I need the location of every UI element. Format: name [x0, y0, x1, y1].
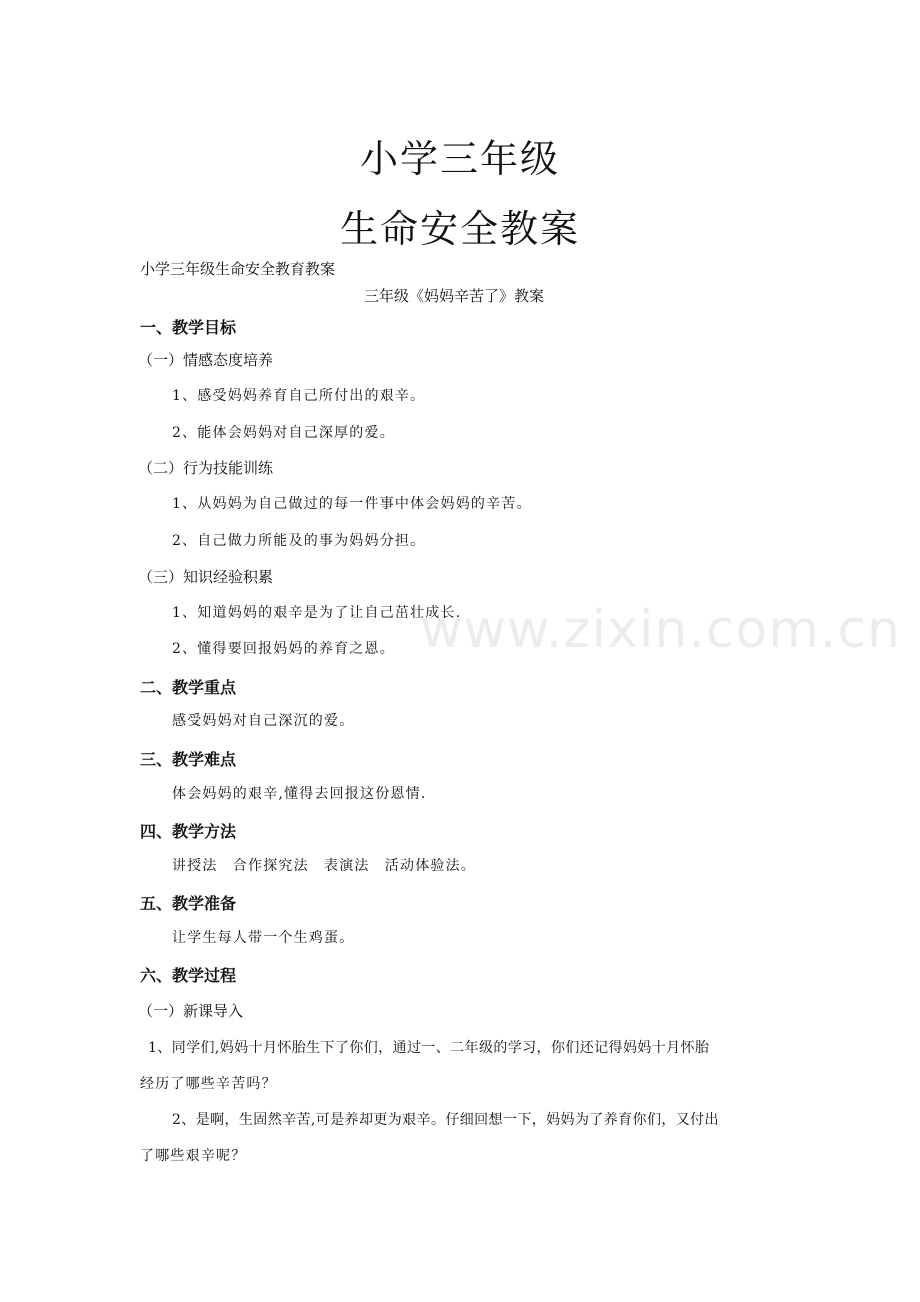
subheading-skills: （二）行为技能训练 — [138, 459, 274, 477]
list-item: 2、自己做力所能及的事为妈妈分担。 — [172, 533, 426, 549]
list-item: 2、懂得要回报妈妈的养育之恩。 — [172, 641, 395, 657]
subheading-intro: （一）新课导入 — [138, 1002, 244, 1020]
section-heading-preparation: 五、教学准备 — [140, 894, 237, 913]
section-heading-goals: 一、教学目标 — [140, 318, 237, 337]
subheading-knowledge: （三）知识经验积累 — [138, 568, 274, 586]
section-text: 感受妈妈对自己深沉的爱。 — [172, 713, 355, 729]
section-heading-methods: 四、教学方法 — [140, 822, 237, 841]
paragraph-line: 了哪些艰辛呢？ — [140, 1148, 247, 1164]
section-text: 让学生每人带一个生鸡蛋。 — [172, 930, 355, 946]
section-text: 讲授法 合作探究法 表演法 活动体验法。 — [172, 858, 476, 874]
list-item: 2、能体会妈妈对自己深厚的爱。 — [172, 425, 395, 441]
subheading-emotion: （一）情感态度培养 — [138, 351, 274, 369]
watermark: www.zixin.com.cn — [420, 600, 901, 660]
section-heading-key-points: 二、教学重点 — [140, 678, 237, 697]
section-heading-difficulties: 三、教学难点 — [140, 750, 237, 769]
list-item: 1、从妈妈为自己做过的每一件事中体会妈妈的辛苦。 — [172, 496, 532, 512]
section-heading-process: 六、教学过程 — [140, 966, 237, 985]
paragraph-line: 经历了哪些辛苦吗？ — [140, 1076, 277, 1092]
lesson-title: 三年级《妈妈辛苦了》教案 — [364, 287, 545, 305]
paragraph-line: 1、同学们,妈妈十月怀胎生下了你们，通过一、二年级的学习，你们还记得妈妈十月怀胎 — [148, 1040, 710, 1056]
title-line-1: 小学三年级 — [359, 137, 560, 181]
title-line-2: 生命安全教案 — [339, 207, 580, 251]
subtitle: 小学三年级生命安全教育教案 — [140, 260, 336, 278]
list-item: 1、感受妈妈养育自己所付出的艰辛。 — [172, 388, 426, 404]
section-text: 体会妈妈的艰辛,懂得去回报这份恩情. — [172, 786, 427, 802]
list-item: 1、知道妈妈的艰辛是为了让自己茁壮成长. — [172, 605, 462, 621]
paragraph-line: 2、是啊，生固然辛苦,可是养却更为艰辛。仔细回想一下，妈妈为了养育你们，又付出 — [172, 1112, 719, 1128]
